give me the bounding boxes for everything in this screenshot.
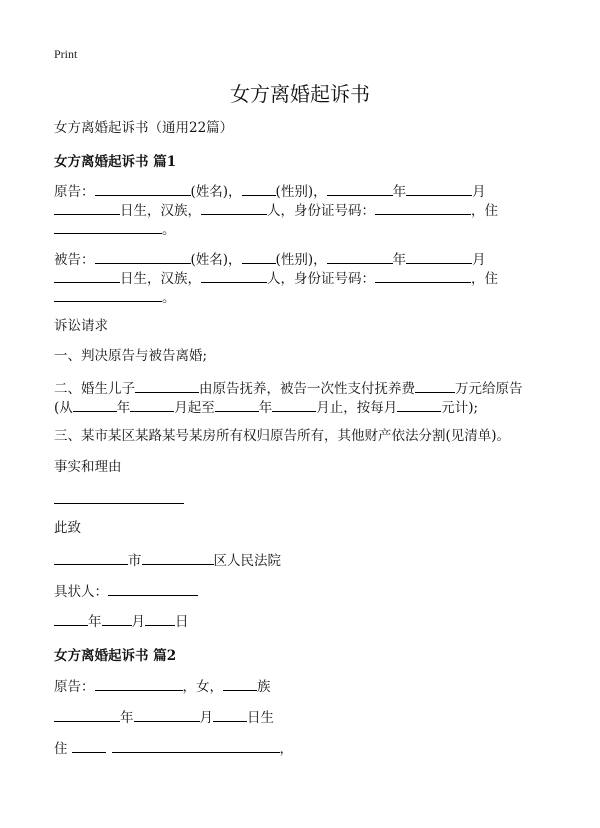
claim-2-text-f: 月起至 — [174, 400, 215, 416]
date-month-blank — [102, 611, 132, 626]
son-name-blank — [135, 378, 199, 393]
birth-year-blank — [54, 707, 120, 722]
year-label: 年 — [120, 710, 134, 726]
month-label: 月 — [472, 184, 486, 200]
ethnic-label: 族 — [257, 679, 271, 695]
petitioner-blank — [108, 581, 198, 596]
id-label: 人，身份证号码： — [267, 203, 375, 219]
month-label: 月 — [472, 252, 486, 268]
claim-2-text-d: (从 — [54, 400, 73, 416]
claim-3: 三、某市某区某路某号某房所有权归原告所有，其他财产依法分割(见清单)。 — [54, 428, 511, 444]
comma: ， — [279, 741, 293, 757]
address-label: ，住 — [471, 271, 498, 287]
name-blank — [95, 249, 191, 264]
year-blank — [327, 181, 393, 196]
name-blank — [95, 676, 183, 691]
section-2-address-line — [54, 738, 293, 758]
address-blank-1 — [72, 738, 106, 753]
month-label: 月 — [199, 710, 213, 726]
gender-hint: (性别)， — [275, 252, 327, 268]
native-place-blank — [201, 200, 267, 215]
date-line — [54, 611, 189, 631]
section-1-heading: 女方离婚起诉书 篇1 — [54, 154, 177, 170]
claim-2-text-a: 二、婚生儿子 — [54, 381, 135, 397]
city-blank — [54, 550, 128, 565]
gender-hint: (性别)， — [275, 184, 327, 200]
address-blank — [54, 287, 162, 302]
claim-1: 一、判决原告与被告离婚; — [54, 348, 208, 364]
end-month-blank — [272, 397, 316, 412]
gender-blank — [242, 181, 276, 196]
birth-month-blank — [134, 707, 200, 722]
address-label: ，住 — [471, 203, 498, 219]
birth-day-blank — [213, 707, 247, 722]
plaintiff-label: 原告： — [54, 184, 95, 200]
support-amount-blank — [415, 378, 455, 393]
id-blank — [375, 268, 471, 283]
to-label: 此致 — [54, 520, 81, 536]
section-2-heading: 女方离婚起诉书 篇2 — [54, 648, 177, 664]
petitioner-line — [54, 581, 198, 601]
plaintiff-label: 原告： — [54, 679, 95, 695]
month-blank — [406, 249, 472, 264]
city-label: 市 — [128, 553, 142, 569]
claim-2-line-1 — [54, 378, 523, 398]
section-2-plaintiff-line — [54, 676, 271, 696]
female-label: ，女， — [182, 679, 223, 695]
claim-2-text-h: 月止，按每月 — [316, 400, 398, 416]
year-label: 年 — [392, 184, 407, 200]
name-hint: (姓名)， — [190, 252, 242, 268]
court-label: 区人民法院 — [213, 553, 281, 569]
print-label: Print — [54, 47, 78, 61]
claim-2-line-2 — [54, 397, 478, 417]
date-day-blank — [145, 611, 175, 626]
gender-blank — [242, 249, 276, 264]
name-blank — [95, 181, 191, 196]
page-title: 女方离婚起诉书 — [230, 82, 370, 106]
day-ethnic-label: 日生，汉族， — [120, 203, 201, 219]
date-day-label: 日 — [175, 614, 189, 630]
end-year-blank — [215, 397, 259, 412]
day-ethnic-label: 日生，汉族， — [120, 271, 201, 287]
claim-2-text-b: 由原告抚养，被告一次性支付抚养费 — [199, 381, 415, 397]
claims-heading: 诉讼请求 — [54, 318, 108, 334]
claim-2-text-c: 万元给原告 — [455, 381, 523, 397]
defendant-line-3 — [54, 287, 176, 307]
defendant-label: 被告： — [54, 252, 95, 268]
petitioner-label: 具状人： — [54, 584, 108, 600]
monthly-amount-blank — [397, 397, 441, 412]
date-year-blank — [54, 611, 88, 626]
plaintiff-line-2 — [54, 200, 498, 220]
facts-heading: 事实和理由 — [54, 459, 122, 475]
start-year-blank — [73, 397, 117, 412]
date-month-label: 月 — [131, 614, 145, 630]
claim-2-text-g: 年 — [258, 400, 273, 416]
claim-2-text-e: 年 — [116, 400, 131, 416]
facts-blank — [54, 503, 184, 504]
address-blank-2 — [112, 738, 280, 753]
start-month-blank — [130, 397, 174, 412]
native-place-blank — [201, 268, 267, 283]
id-blank — [375, 200, 471, 215]
birth-label: 日生 — [247, 710, 274, 726]
address-blank — [54, 219, 162, 234]
court-line — [54, 550, 281, 570]
district-blank — [142, 550, 214, 565]
ethnic-blank — [223, 676, 257, 691]
year-label: 年 — [392, 252, 407, 268]
defendant-line-2 — [54, 268, 498, 288]
name-hint: (姓名)， — [190, 184, 242, 200]
plaintiff-line-1 — [54, 181, 486, 201]
line-end: 。 — [162, 222, 176, 238]
day-blank — [54, 200, 120, 215]
date-year-label: 年 — [88, 614, 102, 630]
document-subtitle: 女方离婚起诉书（通用22篇） — [54, 120, 234, 136]
year-blank — [327, 249, 393, 264]
day-blank — [54, 268, 120, 283]
claim-2-text-i: 元计); — [441, 400, 479, 416]
defendant-line-1 — [54, 249, 486, 269]
month-blank — [406, 181, 472, 196]
plaintiff-line-3 — [54, 219, 176, 239]
id-label: 人，身份证号码： — [267, 271, 375, 287]
section-2-birth-line — [54, 707, 274, 727]
address-label: 住 — [54, 741, 68, 757]
line-end: 。 — [162, 290, 176, 306]
